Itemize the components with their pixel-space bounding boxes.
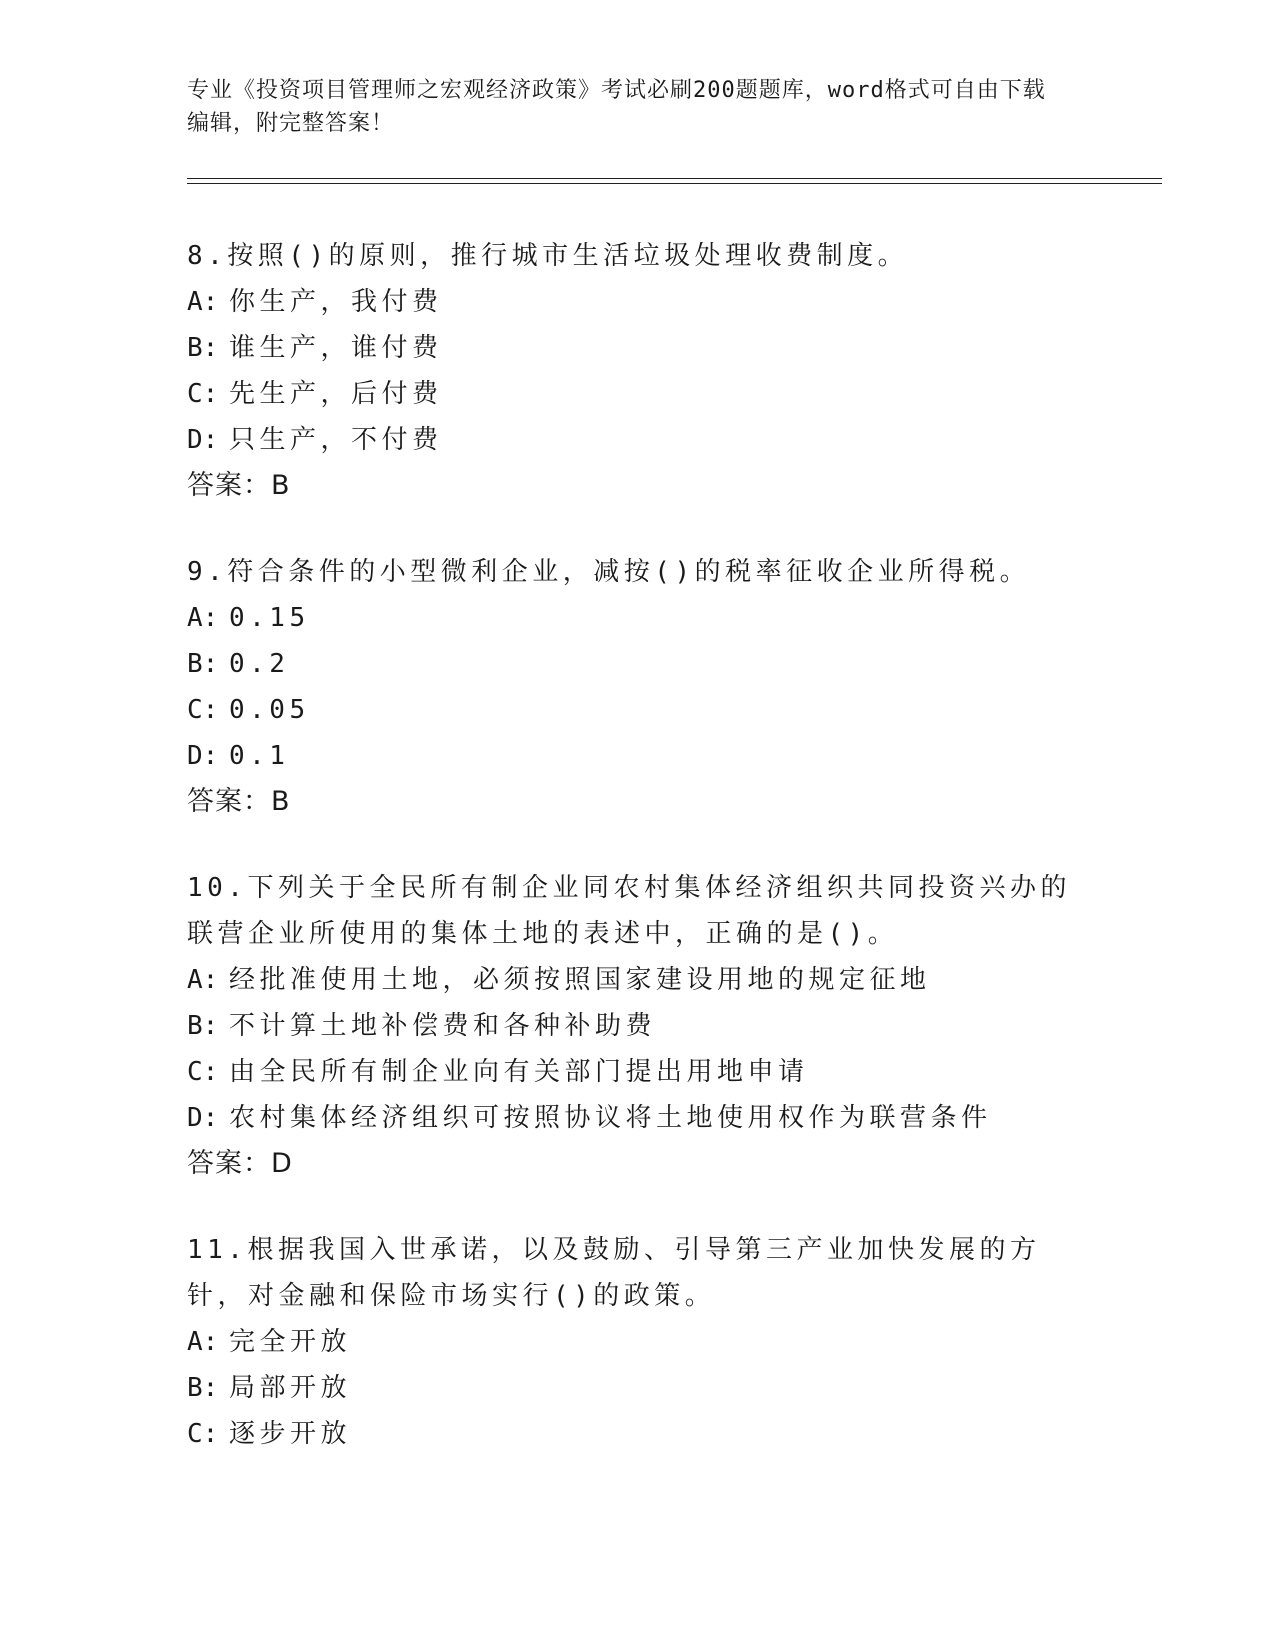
header-rule-top <box>187 178 1162 179</box>
option-text: 经批准使用土地，必须按照国家建设用地的规定征地 <box>229 965 931 995</box>
option-d <box>187 733 1087 779</box>
question-stem: 9.符合条件的小型微利企业，减按()的税率征收企业所得税。 <box>187 557 1031 587</box>
option-text: 农村集体经济组织可按照协议将土地使用权作为联营条件 <box>229 1103 992 1133</box>
option-letter: B: <box>187 1373 219 1403</box>
option-letter: C: <box>187 379 219 409</box>
option-text: 0.2 <box>229 649 290 679</box>
question-list <box>187 233 1087 1497</box>
option-text: 不计算土地补偿费和各种补助费 <box>229 1011 657 1041</box>
option-letter: D: <box>187 1103 219 1133</box>
option-letter: D: <box>187 741 219 771</box>
option-a <box>187 279 1087 325</box>
option-a <box>187 957 1087 1003</box>
question-11 <box>187 1227 1087 1457</box>
option-b <box>187 1003 1087 1049</box>
option-letter: A: <box>187 603 219 633</box>
option-b <box>187 641 1087 687</box>
option-text: 谁生产，谁付费 <box>229 333 443 363</box>
document-page <box>187 0 1162 1650</box>
question-stem: 8.按照()的原则，推行城市生活垃圾处理收费制度。 <box>187 241 909 271</box>
header-rule-bottom <box>187 183 1162 184</box>
option-text: 0.15 <box>229 603 310 633</box>
option-text: 逐步开放 <box>229 1419 352 1449</box>
option-c <box>187 687 1087 733</box>
question-stem: 10.下列关于全民所有制企业同农村集体经济组织共同投资兴办的联营企业所使用的集体土地的表述中，正确的是()。 <box>187 873 1071 949</box>
option-text: 你生产，我付费 <box>229 287 443 317</box>
option-text: 只生产，不付费 <box>229 425 443 455</box>
option-c <box>187 1049 1087 1095</box>
question-8 <box>187 233 1087 509</box>
option-letter: C: <box>187 695 219 725</box>
option-letter: A: <box>187 965 219 995</box>
document-header: 专业《投资项目管理师之宏观经济政策》考试必刷200题题库，word格式可自由下载编辑，附完整答案！ <box>187 78 1046 136</box>
option-letter: A: <box>187 287 219 317</box>
option-letter: A: <box>187 1327 219 1357</box>
option-text: 0.05 <box>229 695 310 725</box>
option-a <box>187 595 1087 641</box>
question-stem: 11.根据我国入世承诺，以及鼓励、引导第三产业加快发展的方针，对金融和保险市场实行()的政策。 <box>187 1235 1041 1311</box>
option-letter: B: <box>187 649 219 679</box>
answer-line: 答案：B <box>187 470 291 501</box>
option-text: 局部开放 <box>229 1373 352 1403</box>
option-d <box>187 1095 1087 1141</box>
option-b <box>187 1365 1087 1411</box>
question-9 <box>187 549 1087 825</box>
option-c <box>187 1411 1087 1457</box>
option-text: 先生产，后付费 <box>229 379 443 409</box>
option-a <box>187 1319 1087 1365</box>
option-d <box>187 417 1087 463</box>
option-text: 完全开放 <box>229 1327 352 1357</box>
option-letter: D: <box>187 425 219 455</box>
option-letter: C: <box>187 1057 219 1087</box>
option-b <box>187 325 1087 371</box>
option-text: 0.1 <box>229 741 290 771</box>
answer-line: 答案：B <box>187 786 291 817</box>
question-10 <box>187 865 1087 1187</box>
option-letter: C: <box>187 1419 219 1449</box>
option-c <box>187 371 1087 417</box>
answer-line: 答案：D <box>187 1148 293 1179</box>
option-letter: B: <box>187 333 219 363</box>
option-text: 由全民所有制企业向有关部门提出用地申请 <box>229 1057 809 1087</box>
option-letter: B: <box>187 1011 219 1041</box>
